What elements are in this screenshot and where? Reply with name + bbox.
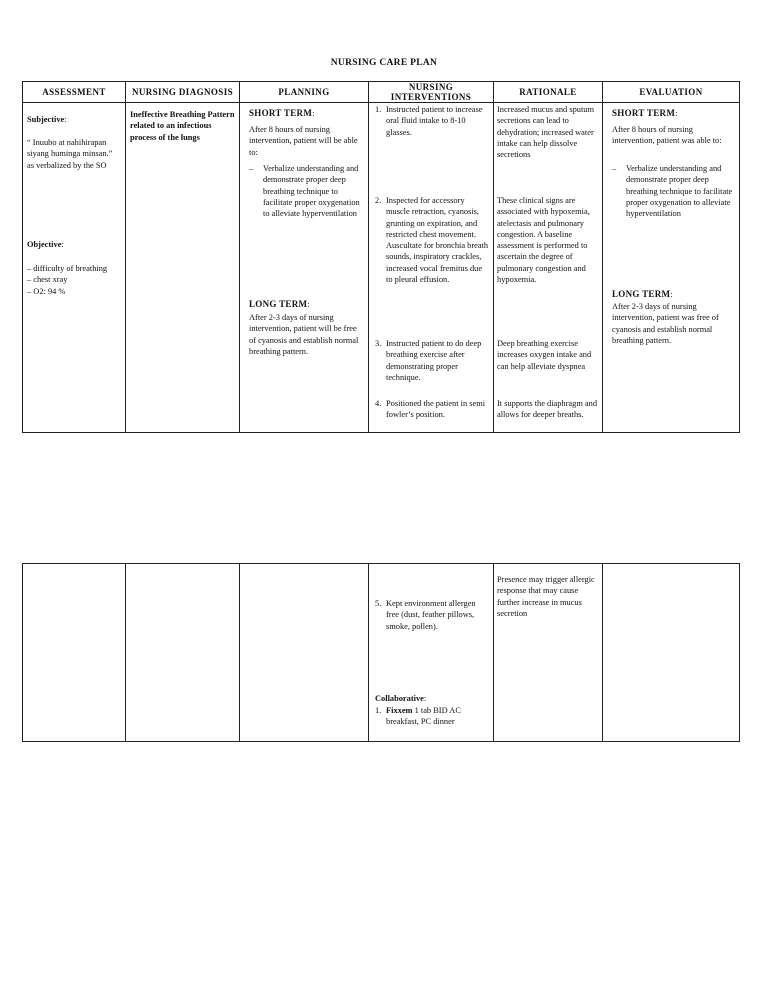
rationale-cell bbox=[494, 564, 603, 742]
list-item: – Verbalize understanding and demonstrate proper deep breathing technique to facilitate proper oxygenation to alleviate hyperventilation bbox=[249, 164, 360, 219]
intervention-item: 3. Instructed patient to do deep breathing exercise after demonstrating proper technique. bbox=[375, 339, 482, 382]
planning-cell bbox=[240, 564, 369, 742]
subjective-label: Subjective bbox=[27, 115, 65, 124]
evaluation-long-term-text: After 2-3 days of nursing intervention, patient was free of cyanosis and establish normal breathing pattern. bbox=[612, 302, 719, 345]
interventions-cell: 5. Kept environment allergen free (dust, feather pillows, smoke, pollen). Collaborative: 1. Fixxem 1 tab BID AC breakfast, PC dinner bbox=[369, 564, 494, 742]
rationale-item: Deep breathing exercise increases oxygen intake and can help alleviate dyspnea bbox=[497, 339, 592, 371]
intervention-item: 1. Instructed patient to increase oral fluid intake to 8-10 glasses. bbox=[375, 105, 483, 137]
subjective-text: “ Inuubo at nahihirapan siyang huminga minsan.” as verbalized by the SO bbox=[27, 138, 113, 170]
list-item: – Verbalize understanding and demonstrate proper deep breathing technique to facilitate proper oxygenation to alleviate hyperventilation bbox=[612, 164, 733, 219]
interventions-cell bbox=[369, 103, 494, 433]
evaluation-cell: SHORT TERM: After 8 hours of nursing intervention, patient was able to: – Verbalize understanding and demonstrate proper deep breathing technique to facilitate proper oxygenation to alleviate hyperventilation LONG TERM: After 2-3 days of nursing intervention, patient was free of cyanosis and establish normal breathing pattern. bbox=[603, 103, 740, 433]
header-nursing-diagnosis: NURSING DIAGNOSIS bbox=[126, 82, 240, 103]
header-row bbox=[23, 82, 740, 103]
objective-label: Objective bbox=[27, 240, 62, 249]
drug-name: Fixxem bbox=[386, 706, 413, 715]
planning-cell: SHORT TERM: After 8 hours of nursing intervention, patient will be able to: – Verbalize understanding and demonstrate proper deep breathing technique to facilitate proper oxygenation to alleviate hyperventilation LONG TERM: After 2-3 days of nursing intervention, patient will be free of cyanosis and establish normal breathing pattern. bbox=[240, 103, 369, 433]
objective-item: – chest xray bbox=[27, 275, 68, 285]
assessment-cell: Subjective: “ Inuubo at nahihirapan siyang huminga minsan.” as verbalized by the SO Objective: – difficulty of breathing – chest xray – O2: 94 % bbox=[23, 103, 126, 433]
header-assessment: ASSESSMENT bbox=[23, 82, 126, 103]
page-title: NURSING CARE PLAN bbox=[330, 58, 438, 68]
evaluation-short-term-label: SHORT TERM bbox=[612, 108, 676, 118]
header-rationale: RATIONALE bbox=[494, 82, 603, 103]
care-plan-table-continued bbox=[22, 563, 740, 742]
objective-item: – difficulty of breathing bbox=[27, 264, 108, 273]
planning-long-term-label: LONG TERM bbox=[249, 299, 308, 309]
intervention-item: 5. Kept environment allergen free (dust, feather pillows, smoke, pollen). bbox=[375, 599, 476, 631]
table-row bbox=[23, 103, 740, 433]
header-planning: PLANNING bbox=[240, 82, 369, 103]
table-row bbox=[23, 564, 740, 742]
objective-item: – O2: 94 % bbox=[27, 286, 66, 296]
evaluation-cell bbox=[603, 564, 740, 742]
header-evaluation: EVALUATION bbox=[603, 82, 740, 103]
diagnosis-cell bbox=[126, 564, 240, 742]
rationale-item: These clinical signs are associated with hypoxemia, atelectasis and pulmonary congestion. A baseline assessment is performed to ascertain the degree of pulmonary congestion and hypoxemia. bbox=[497, 196, 590, 285]
evaluation-short-term-list bbox=[612, 163, 734, 219]
evaluation-short-term-text: After 8 hours of nursing intervention, patient was able to: bbox=[612, 125, 722, 146]
assessment-cell bbox=[23, 564, 126, 742]
intervention-item: 4. Positioned the patient in semi fowler’s position. bbox=[375, 399, 486, 420]
care-plan-table bbox=[22, 81, 740, 433]
objective-list bbox=[27, 263, 123, 297]
collaborative-label: Collaborative bbox=[375, 694, 424, 703]
planning-long-term-text: After 2-3 days of nursing intervention, patient will be free of cyanosis and establish normal breathing pattern. bbox=[249, 313, 359, 356]
intervention-item: 2. Inspected for accessory muscle retraction, cyanosis, grunting on expiration, and restricted chest movement. Auscultate for bronchia breath sounds, inspiratory crackles, increased vocal fremitus due to pleural effusion. bbox=[375, 196, 489, 285]
rationale-item: It supports the diaphragm and allows for deeper breaths. bbox=[497, 399, 598, 420]
diagnosis-cell bbox=[126, 103, 240, 433]
planning-short-term-text: After 8 hours of nursing intervention, patient will be able to: bbox=[249, 125, 358, 157]
planning-short-term-list bbox=[249, 163, 361, 219]
rationale-item: Presence may trigger allergic response that may cause further increase in mucus secretion bbox=[497, 575, 595, 618]
header-nursing-interventions: NURSING INTERVENTIONS bbox=[369, 82, 494, 103]
collaborative-item: 1. Fixxem 1 tab BID AC breakfast, PC dinner bbox=[375, 706, 461, 727]
planning-short-term-label: SHORT TERM bbox=[249, 108, 313, 118]
rationale-cell bbox=[494, 103, 603, 433]
rationale-item: Increased mucus and sputum secretions can lead to dehydration; increased water intake can help dissolve secretions bbox=[497, 105, 594, 160]
diagnosis-text: Ineffective Breathing Pattern related to an infectious process of the lungs bbox=[130, 110, 235, 142]
evaluation-long-term-label: LONG TERM bbox=[612, 289, 671, 299]
